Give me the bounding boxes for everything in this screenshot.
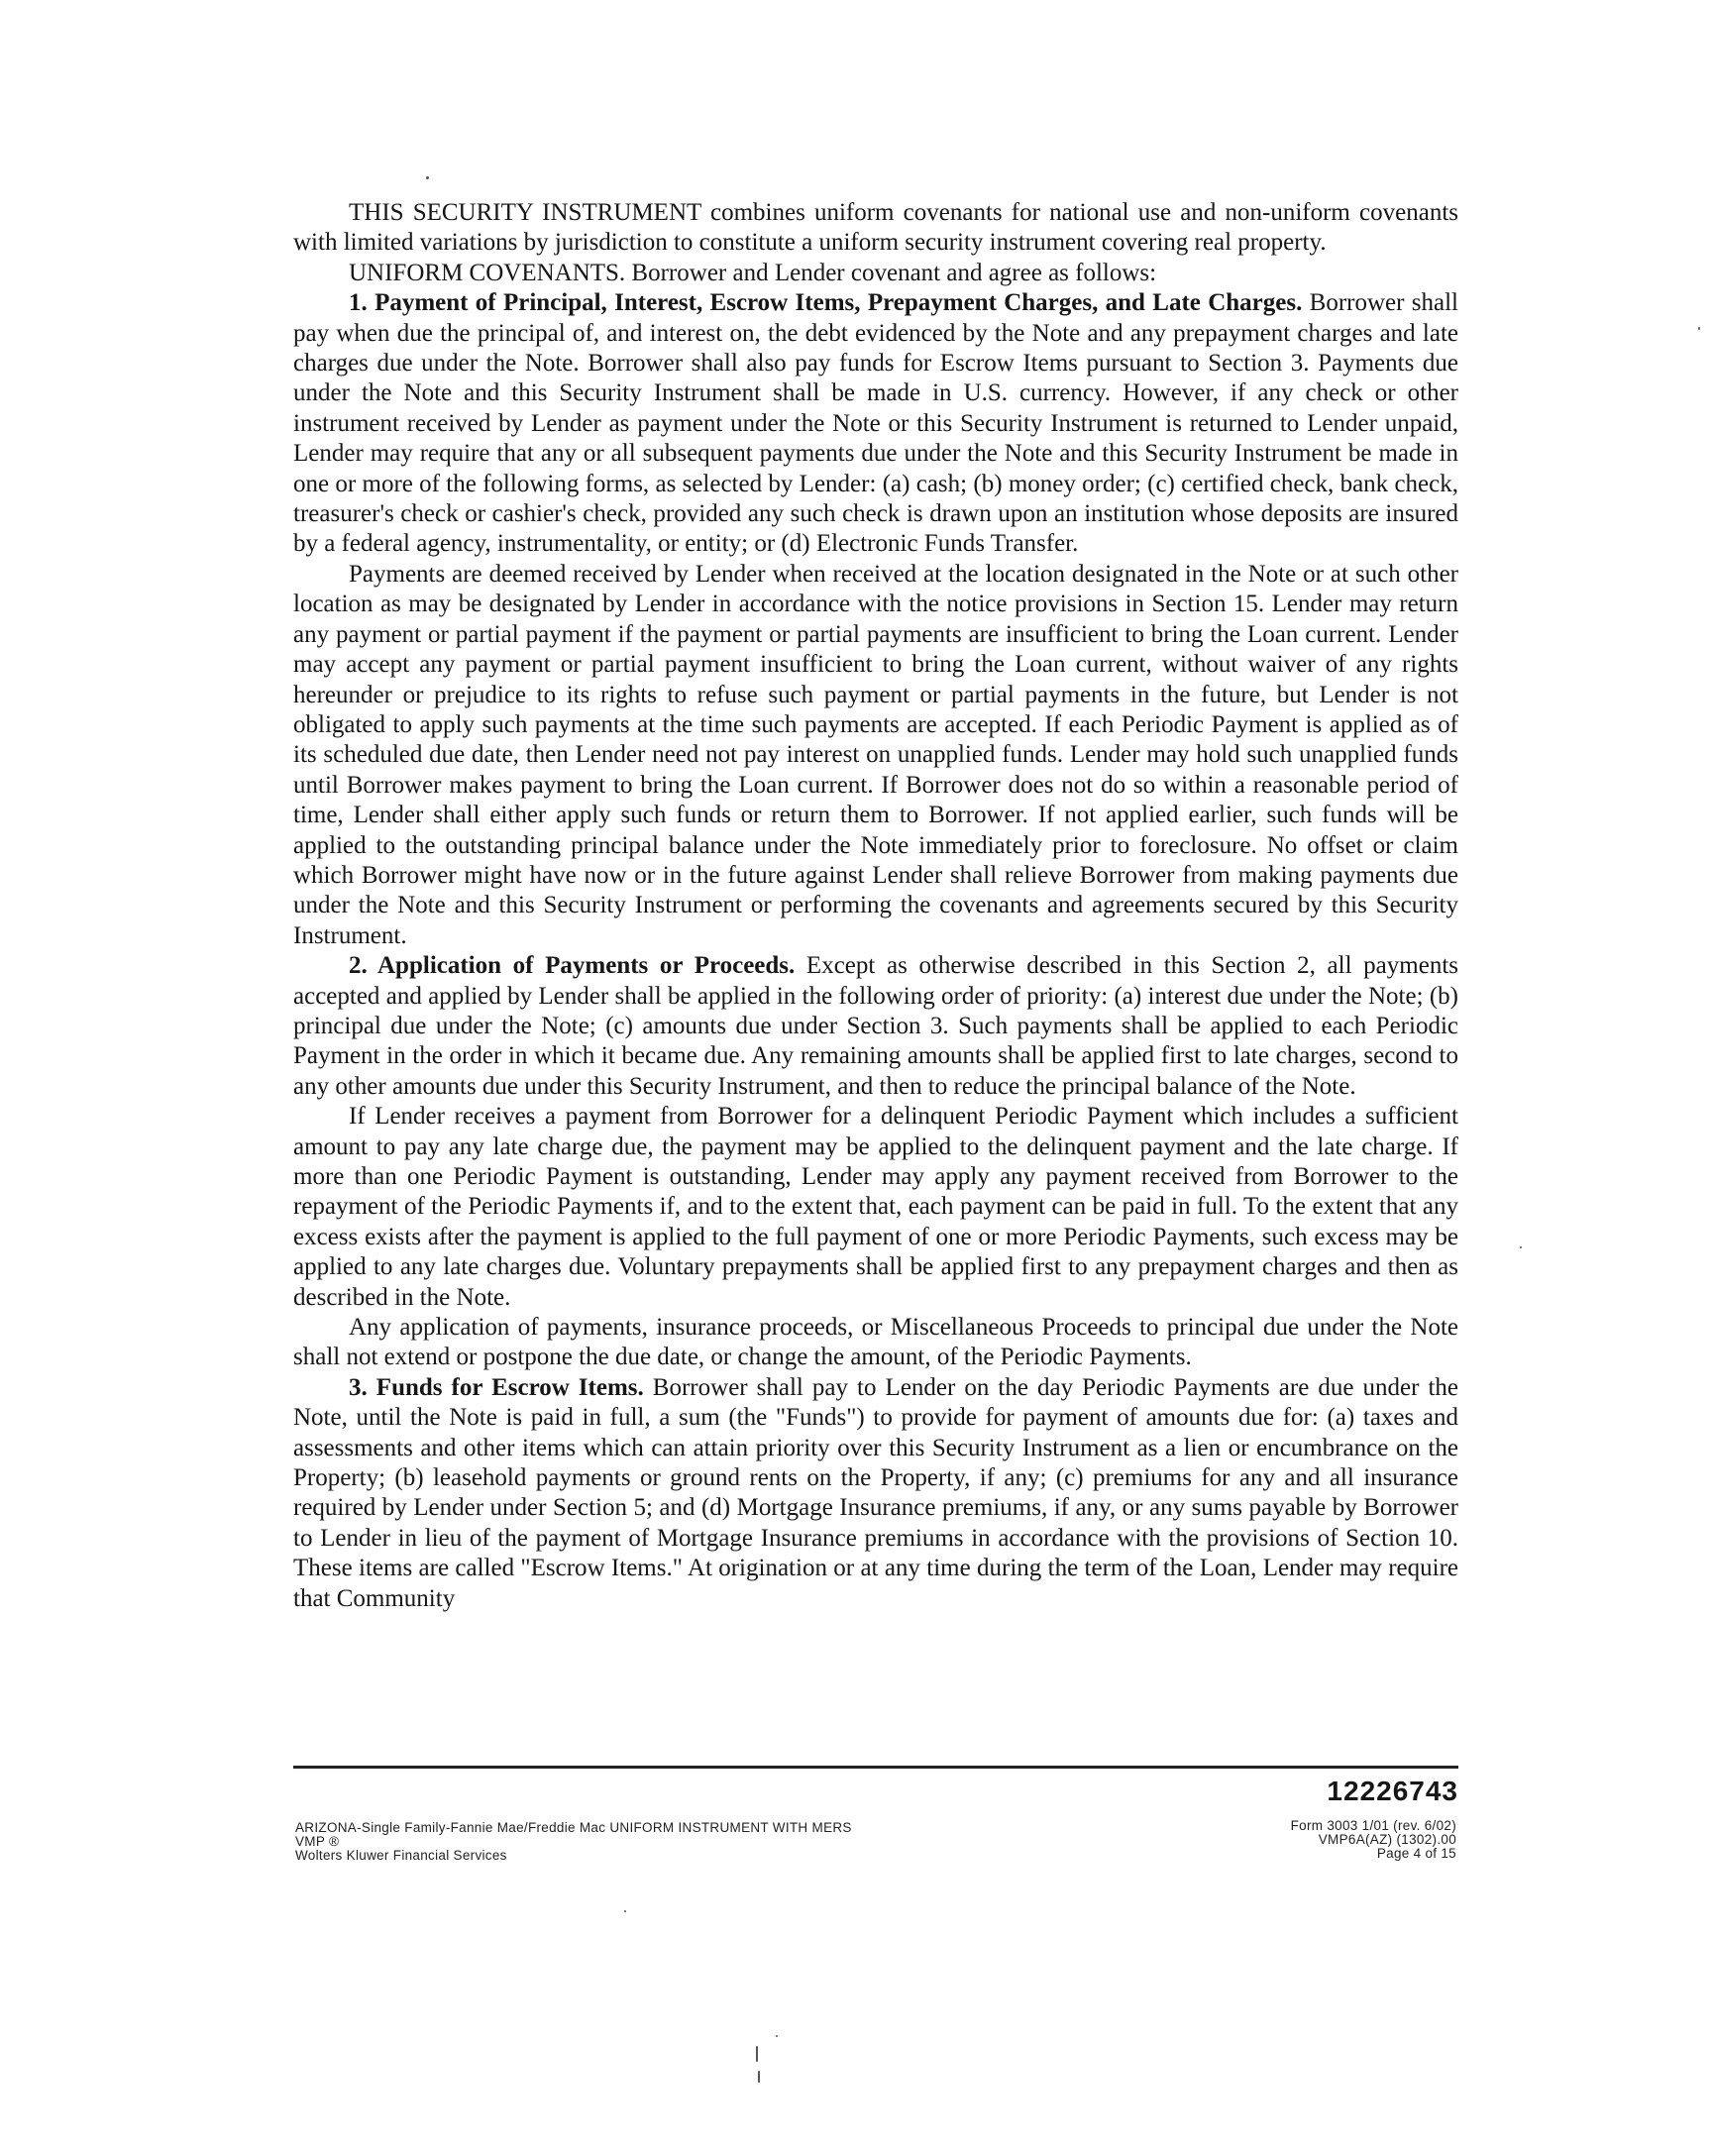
page-number: Page 4 of 15 xyxy=(1376,1846,1456,1861)
scan-speck xyxy=(1698,327,1700,330)
scan-speck xyxy=(756,2046,758,2062)
footer-divider xyxy=(293,1766,1458,1769)
section-1-text: Borrower shall pay when due the principal of, and interest on, the debt evidenced by the Note and any prepayment charges and late charges due under the Note. Borrower shall also pay funds for Escrow Items pursuant to Section 3. Payments due under the Note and this Security Instrument shall be made in U.S. currency. However, if any check or other instrument received by Lender as payment under the Note or this Security Instrument is returned to Lender unpaid, Lender may require that any or all subsequent payments due under the Note and this Security Instrument be made in one or more of the following forms, as selected by Lender: (a) cash; (b) money order; (c) certified check, bank check, treasurer's check or cashier's check, provided any such check is drawn upon an institution whose deposits are insured by a federal agency, instrumentality, or entity; or (d) Electronic Funds Transfer. xyxy=(293,289,1458,558)
form-title: ARIZONA-Single Family-Fannie Mae/Freddie Mac UNIFORM INSTRUMENT WITH MERS xyxy=(295,1820,852,1835)
section-1-paragraph-2: Payments are deemed received by Lender when received at the location designated in the Note or at such other location as may be designated by Lender in accordance with the notice provisions in Section 15. Lender may return any payment or partial payment if the payment or partial payments are insufficient to bring the Loan current. Lender may accept any payment or partial payment insufficient to bring the Loan current, without waiver of any rights hereunder or prejudice to its rights to refuse such payment or partial payments in the future, but Lender is not obligated to apply such payments at the time such payments are accepted. If each Periodic Payment is applied as of its scheduled due date, then Lender need not pay interest on unapplied funds. Lender may hold such unapplied funds until Borrower makes payment to bring the Loan current. If Borrower does not do so within a reasonable period of time, Lender shall either apply such funds or return them to Borrower. If not applied earlier, such funds will be applied to the outstanding principal balance under the Note immediately prior to foreclosure. No offset or claim which Borrower might have now or in the future against Lender shall relieve Borrower from making payments due under the Note and this Security Instrument or performing the covenants and agreements secured by this Security Instrument. xyxy=(293,560,1458,949)
vmp-mark: VMP ® xyxy=(295,1834,340,1849)
intro-paragraph: THIS SECURITY INSTRUMENT combines uniform covenants for national use and non-uniform covenants with limited variations by jurisdiction to constitute a uniform security instrument covering real property. xyxy=(293,199,1458,257)
section-2-text: Except as otherwise described in this Section 2, all payments accepted and applied by Lender shall be applied in the following order of priority: (a) interest due under the Note; (b) principal due under the Note; (c) amounts due under Section 3. Such payments shall be applied to each Periodic Payment in the order in which it became due. Any remaining amounts shall be applied first to late charges, second to any other amounts due under this Security Instrument, and then to reduce the principal balance of the Note. xyxy=(293,952,1458,1100)
scan-speck xyxy=(776,2035,778,2037)
footer-left-block xyxy=(295,1821,1088,1863)
scan-speck xyxy=(758,2071,760,2083)
publisher-name: Wolters Kluwer Financial Services xyxy=(295,1848,507,1863)
scan-speck xyxy=(426,176,429,179)
section-3-heading: 3. Funds for Escrow Items. xyxy=(349,1373,644,1401)
uniform-covenants-paragraph: UNIFORM COVENANTS. Borrower and Lender covenant and agree as follows: xyxy=(349,259,1157,286)
scan-speck xyxy=(624,1910,626,1912)
section-2-heading: 2. Application of Payments or Proceeds. xyxy=(349,952,796,980)
document-number: 12226743 xyxy=(1327,1776,1458,1806)
form-code: VMP6A(AZ) (1302).00 xyxy=(1318,1832,1456,1847)
scan-speck xyxy=(1520,1246,1522,1248)
section-1-heading: 1. Payment of Principal, Interest, Escrow Items, Prepayment Charges, and Late Charges. xyxy=(349,289,1303,317)
section-2-paragraph-3: Any application of payments, insurance proceeds, or Miscellaneous Proceeds to principal due under the Note shall not extend or postpone the due date, or change the amount, of the Periodic Payments. xyxy=(293,1314,1458,1371)
section-2-paragraph-2: If Lender receives a payment from Borrower for a delinquent Periodic Payment which includes a sufficient amount to pay any late charge due, the payment may be applied to the delinquent payment and the late charge. If more than one Periodic Payment is outstanding, Lender may apply any payment received from Borrower to the repayment of the Periodic Payments if, and to the extent that, each payment can be paid in full. To the extent that any excess exists after the payment is applied to the full payment of one or more Periodic Payments, such excess may be applied to any late charges due. Voluntary prepayments shall be applied first to any prepayment charges and then as described in the Note. xyxy=(293,1103,1458,1311)
footer-right-block xyxy=(1060,1819,1456,1861)
document-body xyxy=(293,198,1458,1614)
section-2-paragraph xyxy=(293,951,1458,1102)
form-number: Form 3003 1/01 (rev. 6/02) xyxy=(1290,1818,1456,1833)
section-3-paragraph xyxy=(293,1373,1458,1614)
section-1-paragraph xyxy=(293,288,1458,560)
section-3-text: Borrower shall pay to Lender on the day Periodic Payments are due under the Note, until the Note is paid in full, a sum (the "Funds") to provide for payment of amounts due for: (a) taxes and assessments and other items which can attain priority over this Security Instrument as a lien or encumbrance on the Property; (b) leasehold payments or ground rents on the Property, if any; (c) premiums for any and all insurance required by Lender under Section 5; and (d) Mortgage Insurance premiums, if any, or any sums payable by Borrower to Lender in lieu of the payment of Mortgage Insurance premiums in accordance with the provisions of Section 10. These items are called "Escrow Items." At origination or at any time during the term of the Loan, Lender may require that Community xyxy=(293,1373,1458,1612)
